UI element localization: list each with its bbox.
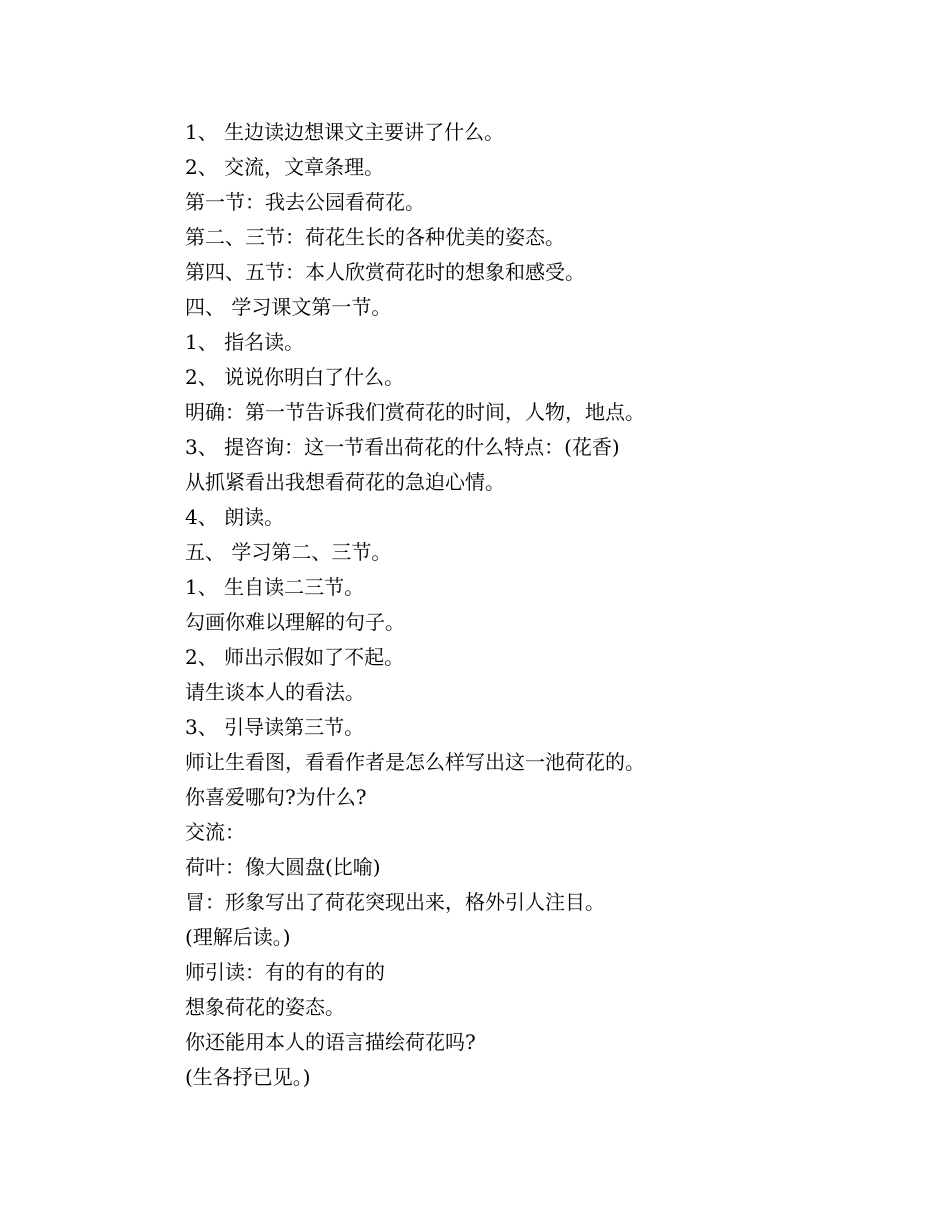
text-line: 交流： [185,820,245,844]
text-line: 第四、五节：本人欣赏荷花时的想象和感受。 [185,260,585,284]
section-heading: 五、 学习第二、三节。 [185,540,392,564]
text-line: 你还能用本人的语言描绘荷花吗? [185,1030,476,1054]
text-line: 师引读：有的有的有的 [185,960,385,984]
text-line: 第二、三节：荷花生长的各种优美的姿态。 [185,225,565,249]
text-line: 请生谈本人的看法。 [185,680,365,704]
text-line: 1、 生自读二三节。 [185,575,365,599]
text-line: 4、 朗读。 [185,505,285,529]
text-line: 3、 提咨询：这一节看出荷花的什么特点：(花香) [185,435,620,459]
text-line: 1、 指名读。 [185,330,305,354]
text-line: 3、 引导读第三节。 [185,715,365,739]
text-line: 你喜爱哪句?为什么? [185,785,367,809]
text-line: (生各抒已见。) [185,1065,311,1089]
text-line: 2、 交流，文章条理。 [185,155,385,179]
text-line: 冒：形象写出了荷花突现出来，格外引人注目。 [185,890,605,914]
text-line: 师让生看图，看看作者是怎么样写出这一池荷花的。 [185,750,645,774]
text-line: 2、 师出示假如了不起。 [185,645,405,669]
text-line: 荷叶：像大圆盘(比喻) [185,855,381,879]
document-body [185,115,885,1095]
section-heading: 四、 学习课文第一节。 [185,295,392,319]
text-line: 从抓紧看出我想看荷花的急迫心情。 [185,470,505,494]
text-line: 第一节：我去公园看荷花。 [185,190,425,214]
text-line: 明确：第一节告诉我们赏荷花的时间，人物，地点。 [185,400,645,424]
text-line: (理解后读。) [185,925,291,949]
text-line: 想象荷花的姿态。 [185,995,345,1019]
text-line: 勾画你难以理解的句子。 [185,610,405,634]
text-line: 2、 说说你明白了什么。 [185,365,405,389]
text-line: 1、 生边读边想课文主要讲了什么。 [185,120,505,144]
